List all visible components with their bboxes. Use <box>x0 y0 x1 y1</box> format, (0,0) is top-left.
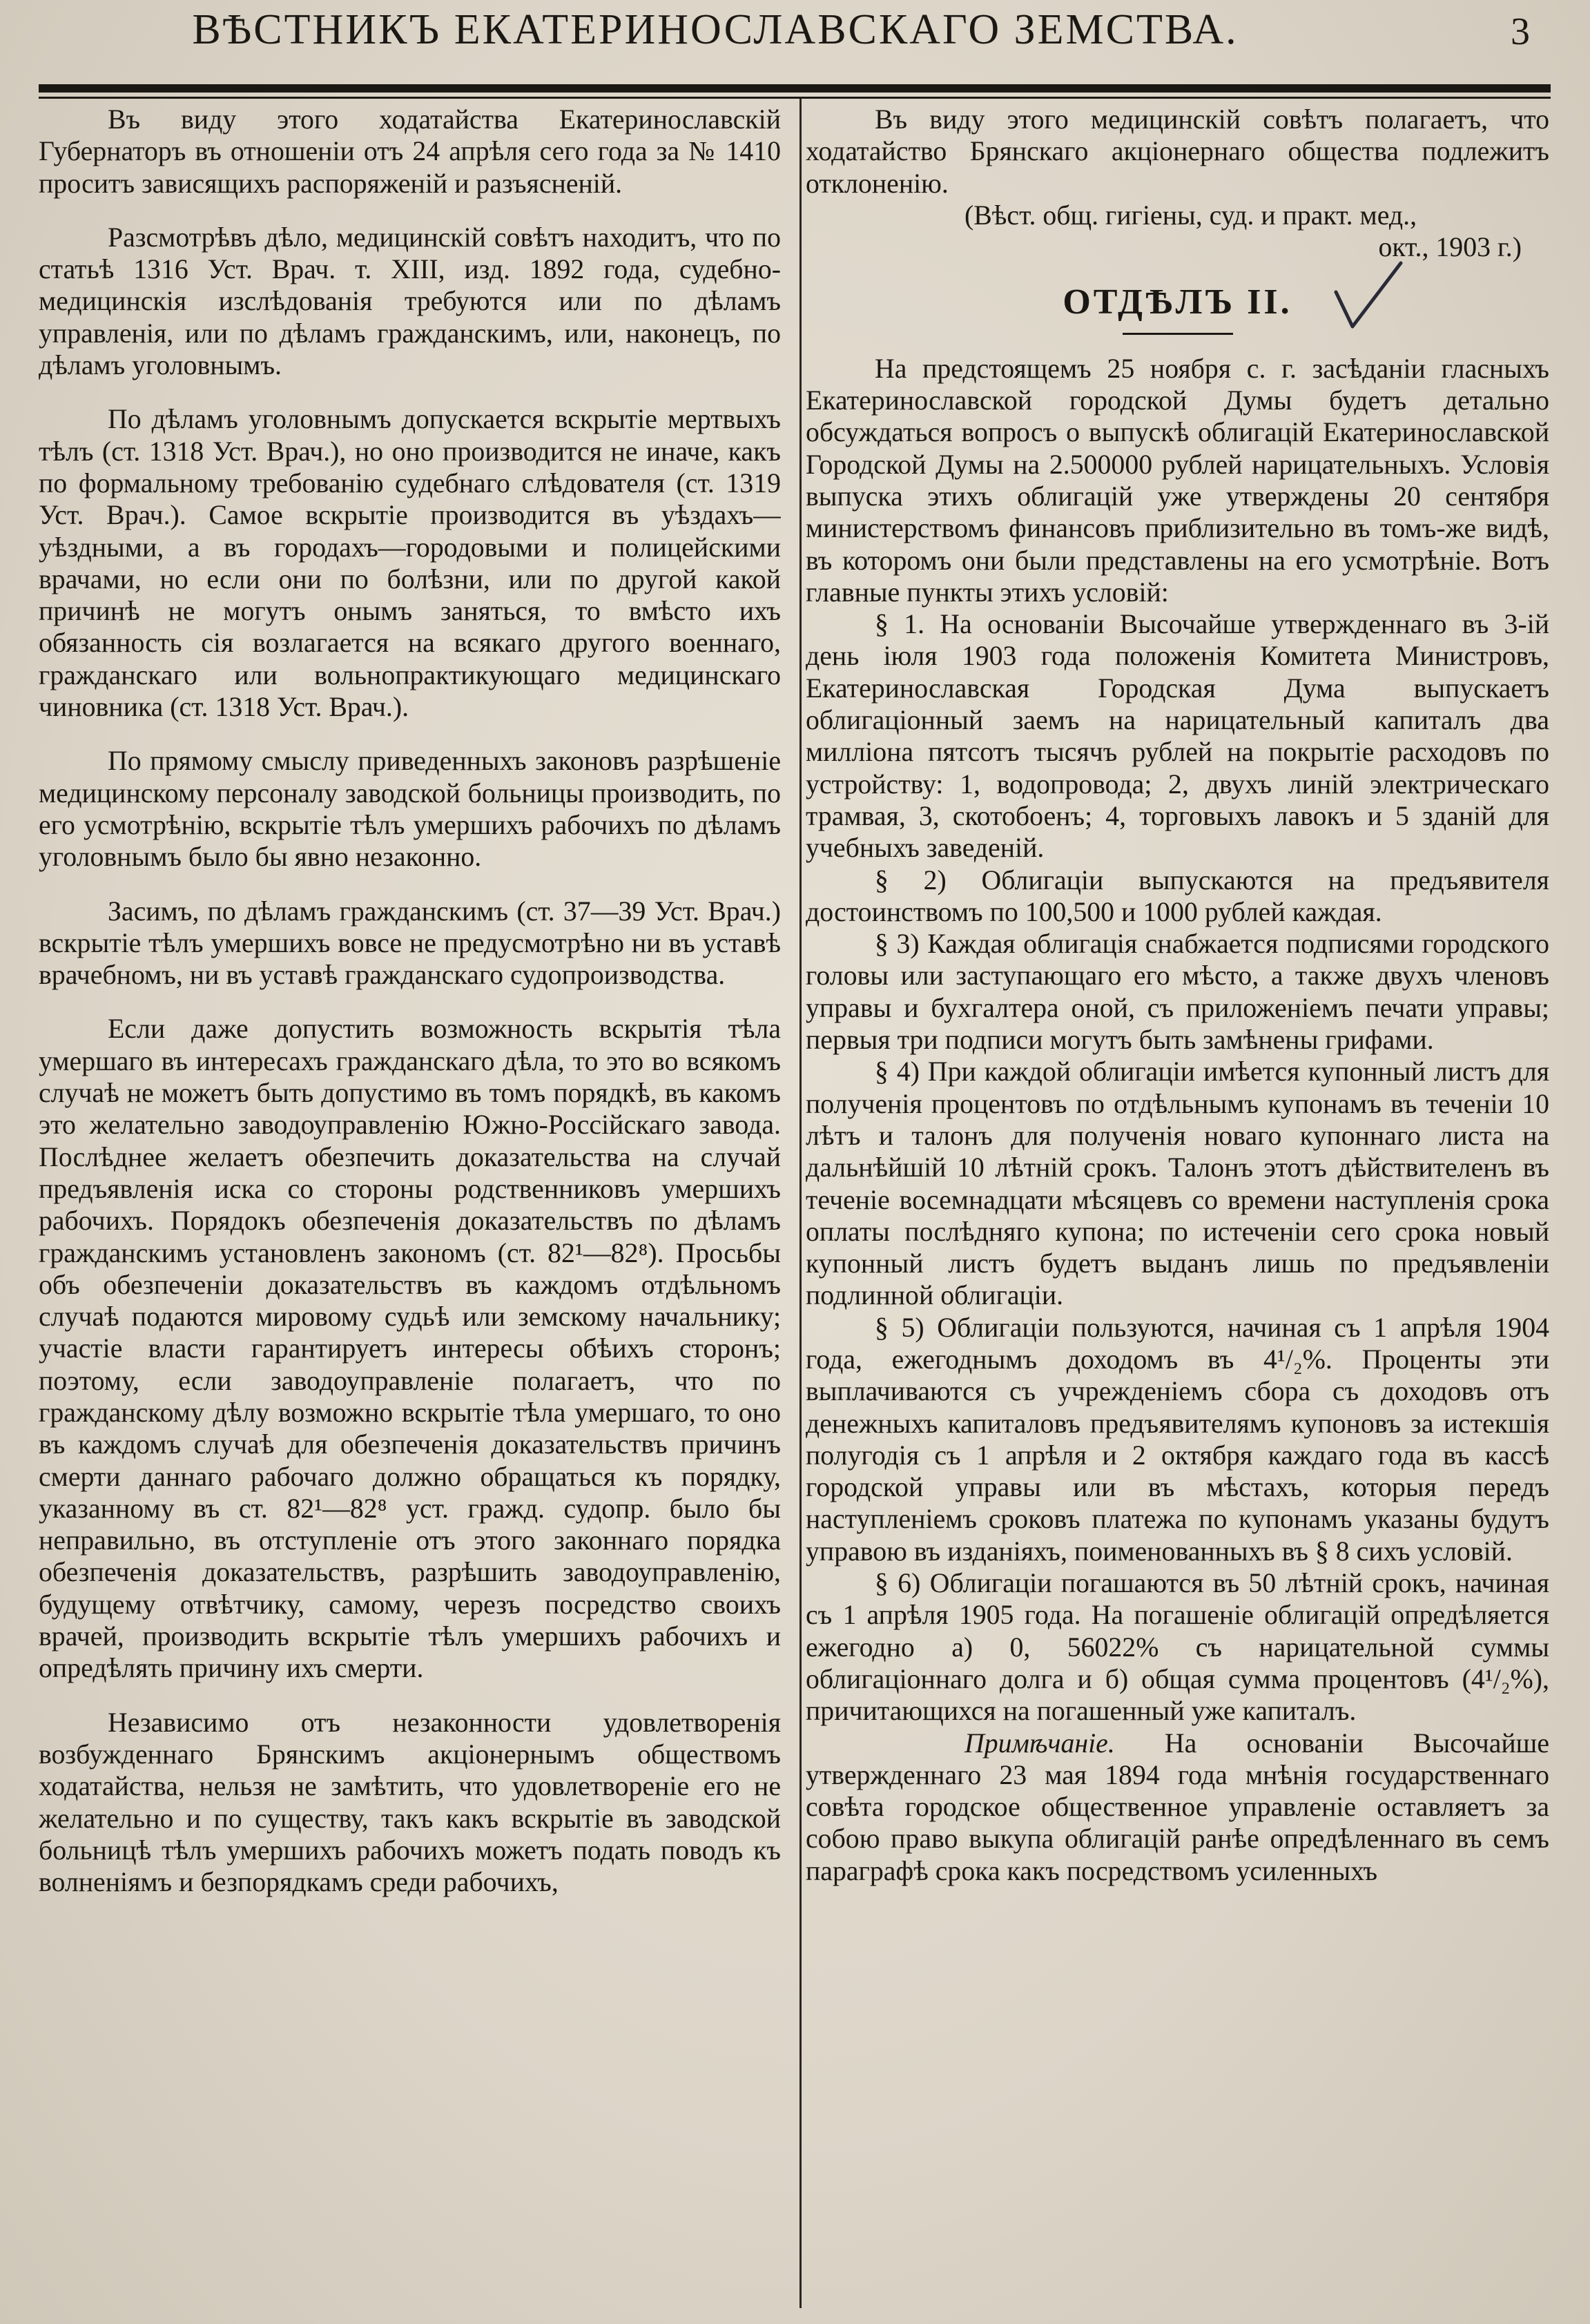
citation-line: (Вѣст. общ. гигіены, суд. и практ. мед., <box>964 200 1417 231</box>
clause-paragraph: § 6) Облигаціи погашаются въ 50 лѣтній срокъ, начиная съ 1 апрѣля 1905 года. На погашеніе облигацій опредѣляется ежегодно а) 0, 56022% съ нарицательной суммы облигаціоннаго долга и б) общая сумма процентовъ (4¹/₂%), причитающихся на погашенный уже капиталъ. <box>806 1568 1549 1727</box>
page-number: 3 <box>1511 10 1530 53</box>
paragraph: Если даже допустить возможность вскрытія тѣла умершаго въ интересахъ гражданскаго дѣла, то это во всякомъ случаѣ не можетъ быть допустимо въ томъ порядкѣ, въ какомъ это желательно заводоуправленію Южно-Россійскаго завода. Послѣднее желаетъ обезпечить доказательства на случай предъявленія иска со стороны родственниковъ умершихъ рабочихъ. Порядокъ обезпеченія доказательствъ по дѣламъ гражданскимъ установленъ закономъ (ст. 82¹—82⁸). Просьбы объ обезпеченіи доказательствъ въ каждомъ отдѣльномъ случаѣ подаются мировому судьѣ или земскому начальнику; участіе власти гарантируетъ интересы обѣихъ сторонъ; поэтому, если заводоуправленіе полагаетъ, что по гражданскому дѣлу возможно вскрытіе тѣла умершаго, то оно въ каждомъ случаѣ для обезпеченія доказательствъ причинъ смерти даннаго рабочаго должно обращаться къ порядку, указанному въ ст. 82¹—82⁸ уст. гражд. судопр. было бы неправильно, въ отступленіе отъ этого законнаго порядка обезпеченія доказательствъ, разрѣшить заводоуправленію, будущему отвѣтчику, самому, черезъ посредство своихъ врачей, производить вскрытіе тѣлъ умершихъ рабочихъ и опредѣлять причину ихъ смерти. <box>39 1014 781 1684</box>
clause-paragraph: § 4) При каждой облигаціи имѣется купонный листъ для полученія процентовъ по отдѣльнымъ купонамъ въ теченіи 10 лѣтъ и талонъ для полученія новаго купоннаго листа на дальнѣйшій 10 лѣтній срокъ. Талонъ этотъ дѣйствителенъ въ теченіе восемнадцати мѣсяцевъ со времени наступленія срока оплаты послѣдняго купона; по истеченіи сего срока новый купонный листъ будетъ выданъ лишь по предъявленіи подлинной облигаціи. <box>806 1056 1549 1311</box>
paragraph: Засимъ, по дѣламъ гражданскимъ (ст. 37—39 Уст. Врач.) вскрытіе тѣлъ умершихъ вовсе не предусмотрѣно ни въ уставѣ врачебномъ, ни въ уставѣ гражданскаго судопроизводства. <box>39 895 781 991</box>
clause-paragraph: § 3) Каждая облигація снабжается подписями городского головы или заступающаго его мѣсто, а также двухъ членовъ управы и бухгалтера оной, съ приложеніемъ печати управы; первыя три подписи могутъ быть замѣнены грифами. <box>806 929 1549 1056</box>
publication-title: ВѢСТНИКЪ ЕКАТЕРИНОСЛАВСКАГО ЗЕМСТВА. <box>192 6 1239 53</box>
paragraph: На предстоящемъ 25 ноября с. г. засѣданіи гласныхъ Екатеринославской городской Думы будетъ детально обсуждаться вопросъ о выпускѣ облигацій Екатеринославской Городской Думы на 2.500000 рублей нарицательныхъ. Условія выпуска этихъ облигацій уже утверждены 20 сентября министерствомъ финансовъ приблизительно въ томъ-же видѣ, въ которомъ они были представлены на его усмотрѣніе. Вотъ главные пункты этихъ условій: <box>806 353 1549 608</box>
clause-paragraph: § 2) Облигаціи выпускаются на предъявителя достоинствомъ по 100,500 и 1000 рублей каждая. <box>806 864 1549 927</box>
page-header <box>39 0 1551 81</box>
header-rule-thin <box>39 97 1551 99</box>
citation-line: окт., 1903 г.) <box>1378 232 1522 263</box>
clause-paragraph: § 1. На основаніи Высочайше утвержденнаго въ 3-ій день іюля 1903 года положенія Комитета Министровъ, Екатеринославская Городская Дума выпускаетъ облигаціонный заемъ на нарицательный капиталъ два милліона пятсотъ тысячъ рублей на покрытіе расходовъ по устройству: 1, водопровода; 2, двухъ линій электрическаго трамвая, 3, скотобоенъ; 4, торговыхъ лавокъ и 5 зданій для учебныхъ заведеній. <box>806 609 1549 864</box>
handwritten-checkmark-icon <box>1330 259 1406 335</box>
section-heading <box>806 282 1549 322</box>
header-rule-thick <box>39 84 1551 93</box>
paragraph: По дѣламъ уголовнымъ допускается вскрытіе мертвыхъ тѣлъ (ст. 1318 Уст. Врач.), но оно производится не иначе, какъ по формальному требованію судебнаго слѣдователя (ст. 1319 Уст. Врач.). Самое вскрытіе производится въ уѣздахъ—уѣздными, а въ городахъ—городовыми и полицейскими врачами, но если они по болѣзни, или по другой какой причинѣ не могутъ онымъ заняться, то вмѣсто ихъ обязанность сія возлагается на всякаго другого военнаго, гражданскаго или вольнопрактикующаго медицинскаго чиновника (ст. 1318 Уст. Врач.). <box>39 404 781 723</box>
paragraph: По прямому смыслу приведенныхъ законовъ разрѣшеніе медицинскому персоналу заводской больницы производить, по его усмотрѣнію, вскрытіе тѣлъ умершихъ рабочихъ по дѣламъ уголовнымъ было бы явно незаконно. <box>39 746 781 873</box>
intro-paragraph: Въ виду этого медицинскій совѣтъ полагаетъ, что ходатайство Брянскаго акціонернаго общества подлежитъ отклоненію. <box>806 104 1549 199</box>
section-heading-text: ОТДѢЛЪ II. <box>1063 282 1292 322</box>
clause-paragraph: § 5) Облигаціи пользуются, начиная съ 1 апрѣля 1904 года, ежегоднымъ доходомъ въ 4¹/₂%. Проценты эти выплачиваются съ учрежденіемъ сбора съ доходовъ отъ денежныхъ капиталовъ предъявителямъ купоновъ за истекшія полугодія съ 1 апрѣля и 2 октября каждаго года въ кассѣ городской управы или въ мѣстахъ, которыя передъ наступленіемъ сроковъ платежа по купонамъ указаны будутъ управою въ изданіяхъ, поименованныхъ въ § 8 сихъ условій. <box>806 1312 1549 1567</box>
column-divider <box>799 99 802 2308</box>
paragraph: Разсмотрѣвъ дѣло, медицинскій совѣтъ находитъ, что по статьѣ 1316 Уст. Врач. т. XIII, изд. 1892 года, судебно-медицинскія изслѣдованія требуются или по дѣламъ управленія, или по дѣламъ гражданскимъ, или, наконецъ, по дѣламъ уголовнымъ. <box>39 222 781 381</box>
note-label: Примѣчаніе. <box>964 1727 1115 1759</box>
note-paragraph <box>806 1727 1549 1887</box>
note-text: На основаніи Высочайше утвержденнаго 23 мая 1894 года мнѣнія государственнаго совѣта городское общественное управленіе оставляетъ за собою право выкупа облигацій ранѣе опредѣленнаго въ семъ параграфѣ срока какъ посредствомъ усиленныхъ <box>806 1727 1549 1886</box>
left-column <box>39 104 781 2306</box>
paragraph: Въ виду этого ходатайства Екатеринославскій Губернаторъ въ отношеніи отъ 24 апрѣля сего года за № 1410 проситъ зависящихъ распоряженій и разъясненій. <box>39 104 781 199</box>
heading-rule <box>1123 333 1233 335</box>
right-column <box>806 104 1549 2306</box>
paragraph: Независимо отъ незаконности удовлетворенія возбужденнаго Брянскимъ акціонернымъ обществомъ ходатайства, нельзя не замѣтить, что удовлетвореніе его не желательно и по существу, такъ какъ вскрытіе въ заводской больницѣ тѣлъ умершихъ рабочихъ можетъ подать поводъ къ волненіямъ и безпорядкамъ среди рабочихъ, <box>39 1707 781 1898</box>
